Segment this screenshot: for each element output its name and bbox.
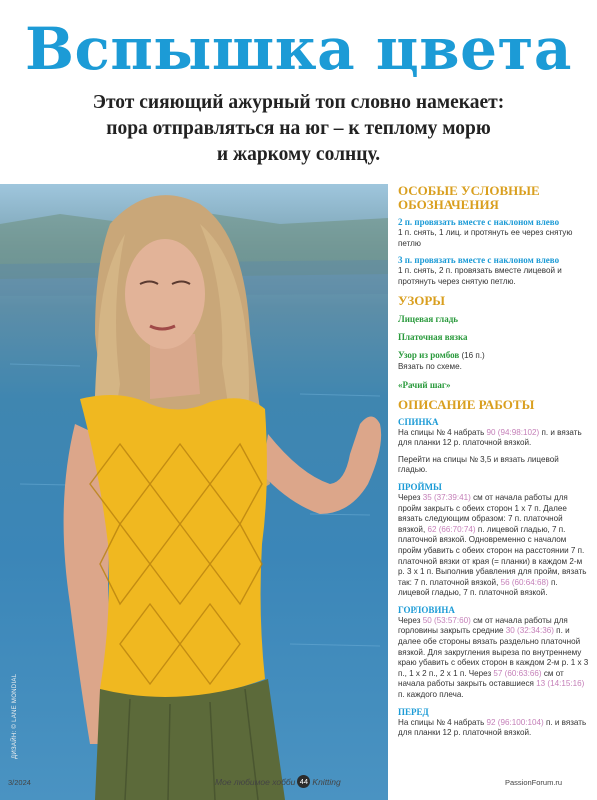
neckline-heading: ГОРЛОВИНА bbox=[398, 604, 455, 615]
magazine-footer bbox=[215, 775, 341, 788]
lead-line-2: пора отправляться на юг – к теплому морю bbox=[106, 118, 491, 139]
magazine-brand: Knitting bbox=[312, 776, 341, 787]
pattern-diamonds-text: Вязать по схеме. bbox=[398, 361, 462, 371]
pattern-crab-stitch: «Рачий шаг» bbox=[398, 379, 451, 390]
back-heading: СПИНКА bbox=[398, 416, 439, 427]
watermark: PassionForum.ru bbox=[505, 778, 563, 787]
magazine-name: Мое любимое хобби bbox=[215, 776, 296, 787]
back-paragraph-2: Перейти на спицы № 3,5 и вязать лицевой гладью. bbox=[398, 454, 559, 475]
issue-number: 3/2024 bbox=[8, 778, 31, 787]
patterns-heading: УЗОРЫ bbox=[398, 293, 446, 309]
pattern-diamonds-title: Узор из ромбов (16 п.) bbox=[398, 350, 485, 361]
pattern-garter: Платочная вязка bbox=[398, 332, 468, 343]
symbol-1-title: 2 п. провязать вместе с наклоном влево bbox=[398, 217, 560, 227]
neckline-text: Через 50 (53:57:60) см от начала работы для горловины закрыть средние 30 (32:34:36) п. и далее обе стороны вязать раздельно платочной вязкой. Для закругления выреза по внутреннему краю убавить с обеих сторон в каждом 2-м р. 1 х 3 п., 1 х 2 п., 2 х 1 п. Через 57 (60:63:66) см от начала работы закрыть оставшиеся 13 (14:15:16) п. каждого плеча. bbox=[398, 615, 589, 700]
armholes-heading: ПРОЙМЫ bbox=[398, 481, 442, 492]
lead-line-1: Этот сияющий ажурный топ словно намекает: bbox=[92, 92, 505, 113]
front-text: На спицы № 4 набрать 92 (96:100:104) п. и вязать для планки 12 р. платочной вязкой. bbox=[398, 717, 587, 738]
photo-illustration bbox=[0, 184, 388, 800]
symbol-2-title: 3 п. провязать вместе с наклоном влево bbox=[398, 255, 560, 266]
symbol-1-text: 1 п. снять, 1 лиц. и протянуть ее через снятую петлю bbox=[398, 228, 573, 248]
symbols-heading: ОСОБЫЕ УСЛОВНЫЕ ОБОЗНАЧЕНИЯ bbox=[398, 183, 540, 212]
page-title: Вспышка цвета bbox=[25, 15, 572, 83]
armholes-text: Через 35 (37:39:41) см от начала работы для пройм закрыть с обеих сторон 1 х 7 п. Далее вязать следующим образом: 7 п. платочной вязкой, 62 (66:70:74) п. лицевой гладью, 7 п. платочной вязкой. Одновременно с началом пройм убавить с обеих сторон на расстоянии 7 п. платочной вязки от края (= планки) в каждом 2-м р. 3 х 1 п. Выполнив убавления для пройм, вязать так: 7 п. платочной вязкой, 56 (60:64:68) п. лицевой гладью, 7 п. платочной вязкой. bbox=[398, 492, 587, 598]
lead-text bbox=[60, 90, 537, 168]
model-photo bbox=[0, 184, 388, 800]
page-number: 44 bbox=[297, 775, 310, 788]
photo-credit: ДИЗАЙН: © LANE MONDIAL bbox=[12, 673, 18, 759]
lead-line-3: и жаркому солнцу. bbox=[216, 144, 381, 165]
front-heading: ПЕРЕД bbox=[398, 706, 429, 717]
pattern-stockinette: Лицевая гладь bbox=[398, 314, 459, 325]
back-paragraph-1: На спицы № 4 набрать 90 (94:98:102) п. и вязать для планки 12 р. платочной вязкой. bbox=[398, 427, 582, 448]
instructions-column bbox=[398, 184, 590, 739]
symbol-2-text: 1 п. снять, 2 п. провязать вместе лицевой и протянуть через снятую петлю. bbox=[398, 266, 562, 286]
work-heading: ОПИСАНИЕ РАБОТЫ bbox=[398, 396, 535, 412]
